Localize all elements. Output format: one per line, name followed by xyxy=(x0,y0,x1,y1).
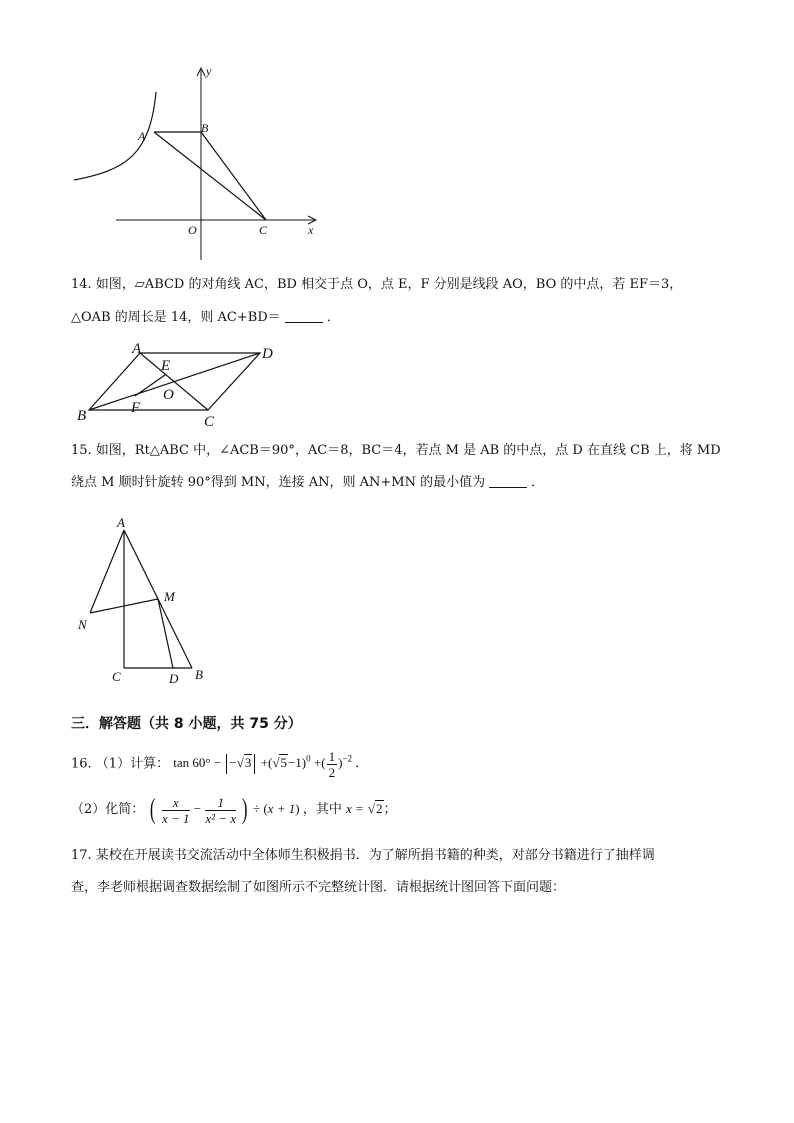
question-14-line2 xyxy=(71,308,340,328)
question-17-line2: 查，李老师根据调查数据绘制了如图所示不完整统计图．请根据统计图回答下面问题： xyxy=(71,880,566,895)
question-15-text: 绕点 M 顺时针旋转 90°得到 MN，连接 AN，则 AN+MN 的最小值为 xyxy=(71,475,486,490)
question-14-period: ． xyxy=(326,310,340,325)
label-A: A xyxy=(117,515,125,530)
fraction-2 xyxy=(205,795,236,826)
label-O: O xyxy=(188,223,197,237)
x-plus-1: x + 1 xyxy=(267,801,296,816)
f1-den: x − 1 xyxy=(162,810,190,826)
figure-parallelogram xyxy=(75,340,285,430)
plus-sign: + xyxy=(260,755,268,771)
big-paren-open: ( xyxy=(150,794,156,826)
question-15-period: ． xyxy=(531,475,545,490)
question-17-line1: 17. 某校在开展读书交流活动中全体师生积极捐书．为了解所捐书籍的种类，对部分书籍进行了抽样调 xyxy=(71,848,655,863)
exp-zero: 0 xyxy=(306,754,311,764)
question-16-part1 xyxy=(71,744,368,780)
mid-minus: − xyxy=(193,801,202,816)
question-15-line2 xyxy=(71,473,544,493)
half-den: 2 xyxy=(328,764,336,780)
question-16-label: 16. （1）计算： xyxy=(71,756,170,772)
label-C: C xyxy=(112,669,121,684)
label-D: D xyxy=(169,671,179,686)
label-D: D xyxy=(262,346,273,362)
x-equals: x = xyxy=(345,801,364,816)
tan-term: tan 60° xyxy=(173,755,211,771)
half-num: 1 xyxy=(328,748,336,764)
label-N: N xyxy=(78,617,87,632)
fraction-half xyxy=(327,749,338,780)
answer-blank-14 xyxy=(285,308,323,323)
end-period: ． xyxy=(355,755,369,771)
label-B: B xyxy=(77,408,87,424)
paren-open: ( xyxy=(267,755,273,771)
label-x: x xyxy=(308,223,314,237)
expr-calc: $\tan 60^\circ - -√3 +(√5-1)^0$ +( $\frac{1}{2}$ )$^{-2}$ ． xyxy=(173,748,369,780)
label-y: y xyxy=(206,64,212,78)
label-O: O xyxy=(163,387,174,403)
f2-den: x² − x xyxy=(205,810,237,826)
label-C: C xyxy=(259,223,268,237)
divide-sign: ÷ xyxy=(252,801,261,816)
question-15-line1: 15. 如图，Rt△ABC 中，∠ACB＝90°，AC＝8，BC＝4，若点 M 是 AB 的中点，点 D 在直线 CB 上，将 MD xyxy=(71,443,721,458)
abs-right-bar xyxy=(254,754,255,774)
question-16-part2-label: （2）化简： xyxy=(71,802,145,817)
label-A: A xyxy=(138,129,146,143)
label-E: E xyxy=(161,358,171,374)
where-text: ，其中 xyxy=(302,802,342,817)
minus-one: −1) xyxy=(287,755,307,771)
label-F: F xyxy=(131,400,141,416)
neg-sign: − xyxy=(229,755,237,771)
plus-paren: +( xyxy=(313,755,326,771)
f2-num: 1 xyxy=(205,795,236,811)
label-C: C xyxy=(204,414,215,430)
sqrt5: 5 xyxy=(280,755,287,771)
f1-num: x xyxy=(162,795,190,811)
sqrt3: 3 xyxy=(244,755,252,771)
section-heading: 三．解答题（共 8 小题，共 75 分） xyxy=(71,716,302,732)
sqrt2: 2 xyxy=(376,801,383,816)
fraction-1 xyxy=(162,795,190,826)
minus-sign: − xyxy=(213,755,222,771)
question-14-text: △OAB 的周长是 14，则 AC+BD＝ xyxy=(71,310,281,325)
figure-hyperbola-triangle xyxy=(66,60,336,266)
label-B: B xyxy=(201,121,209,135)
paren-close: ) xyxy=(338,755,343,771)
figure-right-triangle xyxy=(72,510,222,690)
label-B: B xyxy=(195,667,203,682)
big-paren-close: ) xyxy=(242,794,248,826)
semicolon: ； xyxy=(383,802,397,817)
exp-neg2: −2 xyxy=(342,754,352,764)
abs-left-bar xyxy=(226,754,227,774)
answer-blank-15 xyxy=(489,473,527,488)
question-16-part2: （2）化简： ( $\frac{x}{x - 1}$ − $\frac{1}{\text{x² − x}}$ ) ÷ (x + 1) ，其中 x = √2； xyxy=(71,794,397,826)
expr-simplify: ( $\frac{x}{x - 1}$ − $\frac{1}{\text{x² − x}}$ ) ÷ (x + 1) xyxy=(150,794,303,826)
label-M: M xyxy=(164,589,175,604)
question-14-line1: 14. 如图，▱ABCD 的对角线 AC，BD 相交于点 O，点 E，F 分别是线段 AO，BO 的中点，若 EF＝3， xyxy=(71,277,683,292)
label-A: A xyxy=(132,341,142,357)
